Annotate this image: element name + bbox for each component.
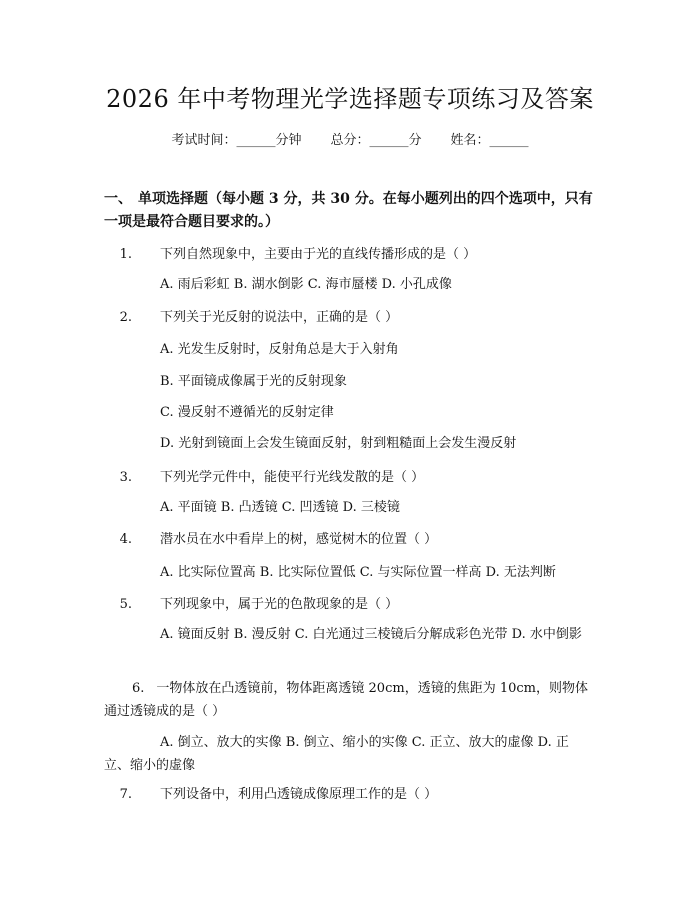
question-number: 7. bbox=[119, 787, 132, 802]
question-3 bbox=[104, 466, 590, 489]
question-number: 1. bbox=[119, 247, 132, 262]
question-2 bbox=[104, 306, 590, 329]
option-c: C. 漫反射不遵循光的反射定律 bbox=[160, 405, 334, 420]
section-heading bbox=[104, 188, 604, 234]
question-number: 5. bbox=[119, 597, 132, 612]
question-text: 下列设备中，利用凸透镜成像原理工作的是（ ） bbox=[160, 787, 438, 802]
total-score-field: 总分：______分 bbox=[330, 133, 422, 148]
question-7 bbox=[104, 783, 590, 806]
question-6-options: A. 倒立、放大的实像 B. 倒立、缩小的实像 C. 正立、放大的虚像 D. 正立、缩小的虚像 bbox=[104, 735, 569, 773]
question-4 bbox=[104, 528, 590, 551]
option-a: A. 光发生反射时，反射角总是大于入射角 bbox=[160, 342, 399, 357]
section-number: 一、 bbox=[104, 191, 132, 207]
question-4-options: A. 比实际位置高 B. 比实际位置低 C. 与实际位置一样高 D. 无法判断 bbox=[160, 565, 556, 580]
question-text: 下列现象中，属于光的色散现象的是（ ） bbox=[160, 597, 399, 612]
option-d: D. 光射到镜面上会发生镜面反射，射到粗糙面上会发生漫反射 bbox=[160, 436, 517, 451]
question-text: 一物体放在凸透镜前，物体距离透镜 20cm，透镜的焦距为 10cm，则物体通过透镜成的是（ ） bbox=[104, 681, 588, 719]
exam-time-field: 考试时间：______分钟 bbox=[171, 133, 302, 148]
page-title: 2026 年中考物理光学选择题专项练习及答案 bbox=[106, 85, 594, 113]
question-5 bbox=[104, 593, 590, 616]
section-instructions: 单项选择题（每小题 3 分，共 30 分。在每小题列出的四个选项中，只有一项是最符合题目要求的。） bbox=[104, 191, 593, 230]
question-number: 3. bbox=[119, 470, 132, 485]
question-number: 4. bbox=[119, 532, 132, 547]
question-1-options: A. 雨后彩虹 B. 湖水倒影 C. 海市蜃楼 D. 小孔成像 bbox=[160, 277, 452, 292]
question-text: 潜水员在水中看岸上的树，感觉树木的位置（ ） bbox=[160, 532, 438, 547]
option-b: B. 平面镜成像属于光的反射现象 bbox=[160, 374, 347, 389]
question-1 bbox=[104, 243, 590, 266]
question-text: 下列自然现象中，主要由于光的直线传播形成的是（ ） bbox=[160, 247, 477, 262]
student-name-field: 姓名：______ bbox=[450, 133, 529, 148]
question-5-options: A. 镜面反射 B. 漫反射 C. 白光通过三棱镜后分解成彩色光带 D. 水中倒影 bbox=[160, 627, 582, 642]
question-3-options: A. 平面镜 B. 凸透镜 C. 凹透镜 D. 三棱镜 bbox=[160, 500, 400, 515]
question-number: 6. bbox=[132, 681, 145, 696]
question-text: 下列关于光反射的说法中，正确的是（ ） bbox=[160, 310, 399, 325]
question-number: 2. bbox=[119, 310, 132, 325]
exam-meta bbox=[0, 131, 700, 151]
question-text: 下列光学元件中，能使平行光线发散的是（ ） bbox=[160, 470, 425, 485]
question-6 bbox=[104, 677, 590, 723]
